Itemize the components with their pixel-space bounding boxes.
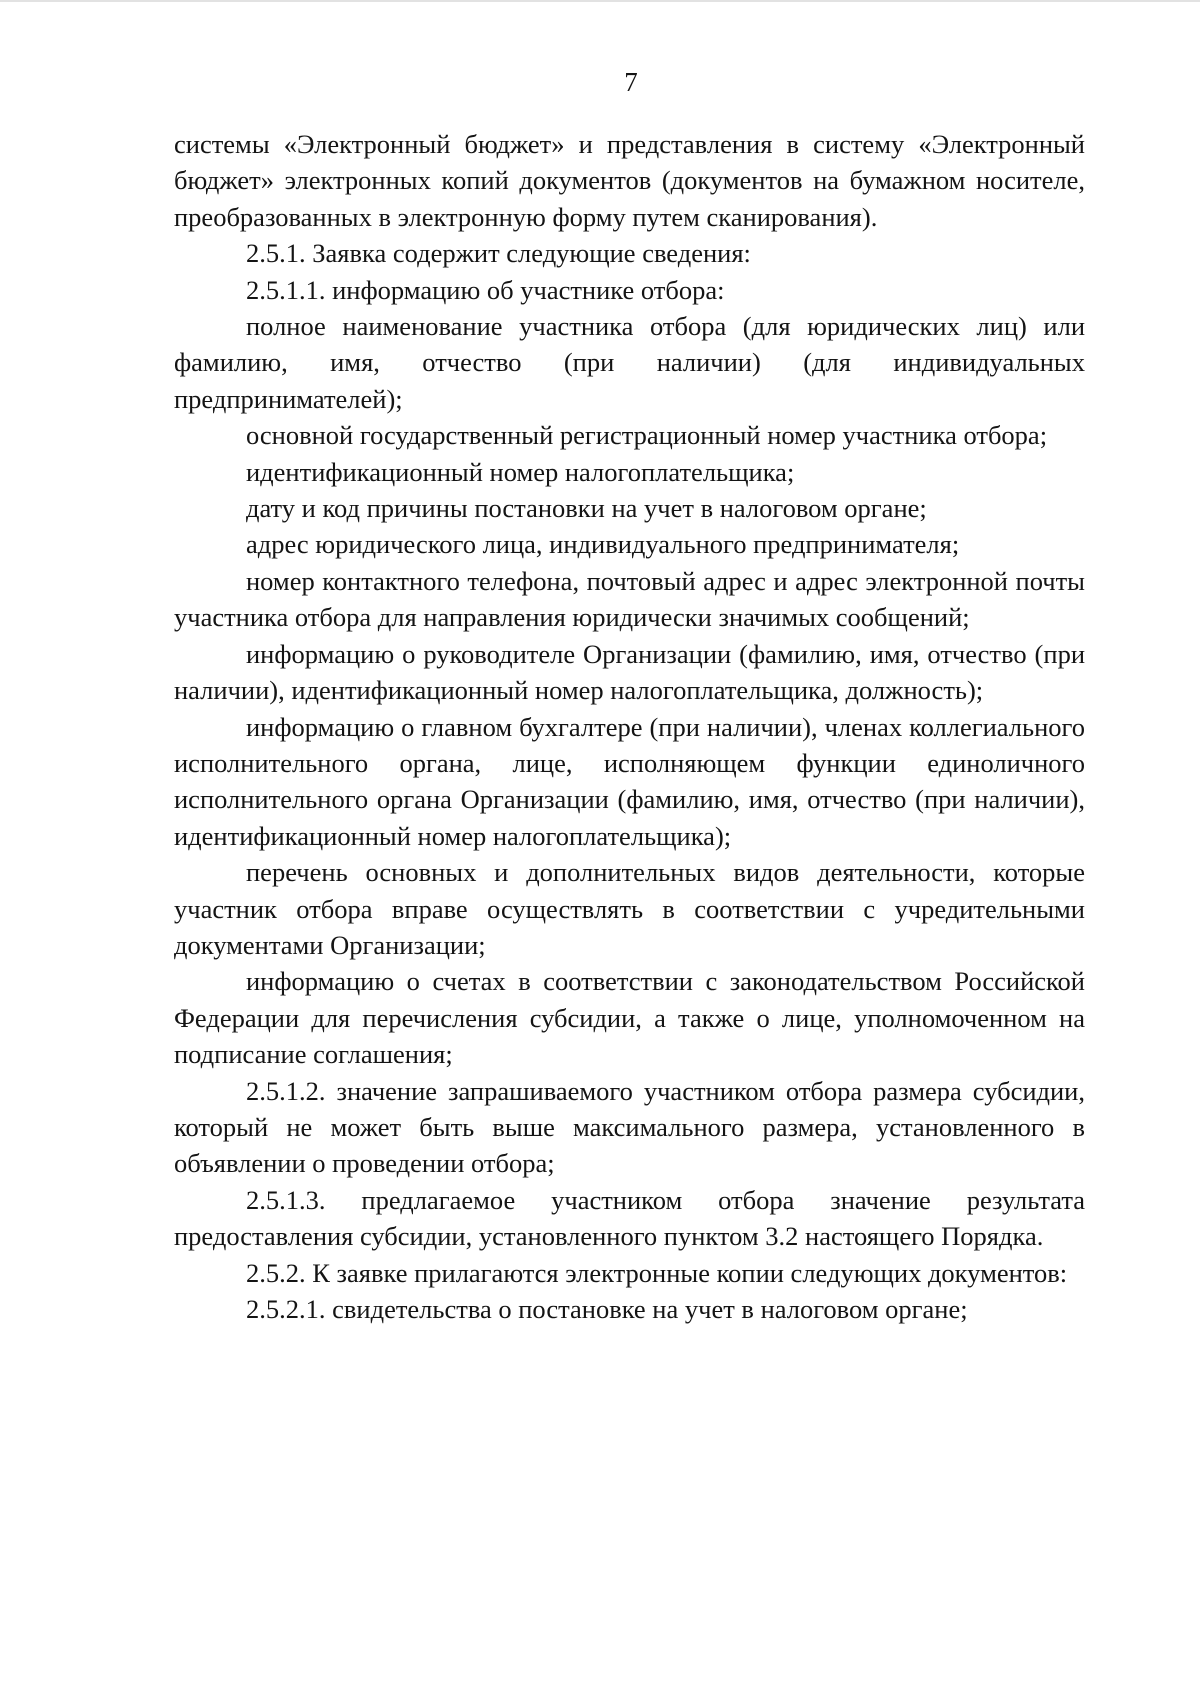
- paragraph-2-5-1-2: 2.5.1.2. значение запрашиваемого участником отбора размера субсидии, который не может быть выше максимального размера, установленного в объявлении о проведении отбора;: [174, 1075, 1085, 1179]
- list-item-head-info: информацию о руководителе Организации (фамилию, имя, отчество (при наличии), идентификационный номер налогоплательщика, должность);: [174, 638, 1085, 706]
- page-number: 7: [624, 67, 638, 97]
- paragraph-2-5-1: 2.5.1. Заявка содержит следующие сведения:: [246, 238, 751, 269]
- list-item-full-name: полное наименование участника отбора (для юридических лиц) или фамилию, имя, отчество (при наличии) (для индивидуальных предпринимателей);: [174, 311, 1085, 414]
- list-item-address: адрес юридического лица, индивидуального предпринимателя;: [246, 529, 960, 560]
- list-item-ogrn: основной государственный регистрационный номер участника отбора;: [246, 420, 1048, 451]
- paragraph-2-5-1-3: 2.5.1.3. предлагаемое участником отбора значение результата предоставления субсидии, установленного пунктом 3.2 настоящего Порядка.: [174, 1184, 1085, 1252]
- list-item-kpp: дату и код причины постановки на учет в налоговом органе;: [246, 493, 927, 524]
- list-item-inn: идентификационный номер налогоплательщика;: [246, 456, 795, 487]
- list-item-accountant-info: информацию о главном бухгалтере (при наличии), членах коллегиального исполнительного органа, лице, исполняющем функции единоличного исполнительного органа Организации (фамилию, имя, отчество (при наличии), идентификационный номер налогоплательщика);: [174, 711, 1085, 851]
- paragraph-2-5-2: 2.5.2. К заявке прилагаются электронные копии следующих документов:: [246, 1257, 1068, 1288]
- document-body: [174, 126, 1085, 1327]
- paragraph-2-5-1-1: 2.5.1.1. информацию об участнике отбора:: [246, 274, 725, 305]
- paragraph-continuation: системы «Электронный бюджет» и представления в систему «Электронный бюджет» электронных копий документов (документов на бумажном носителе, преобразованных в электронную форму путем сканирования).: [174, 129, 1085, 232]
- list-item-contacts: номер контактного телефона, почтовый адрес и адрес электронной почты участника отбора для направления юридически значимых сообщений;: [174, 565, 1085, 633]
- paragraph-2-5-2-1: 2.5.2.1. свидетельства о постановке на учет в налоговом органе;: [246, 1294, 968, 1324]
- list-item-activities: перечень основных и дополнительных видов деятельности, которые участник отбора вправе осуществлять в соответствии с учредительными документами Организации;: [174, 857, 1085, 960]
- scan-edge: [0, 0, 1200, 2]
- list-item-accounts: информацию о счетах в соответствии с законодательством Российской Федерации для перечисления субсидии, а также о лице, уполномоченном на подписание соглашения;: [174, 966, 1085, 1070]
